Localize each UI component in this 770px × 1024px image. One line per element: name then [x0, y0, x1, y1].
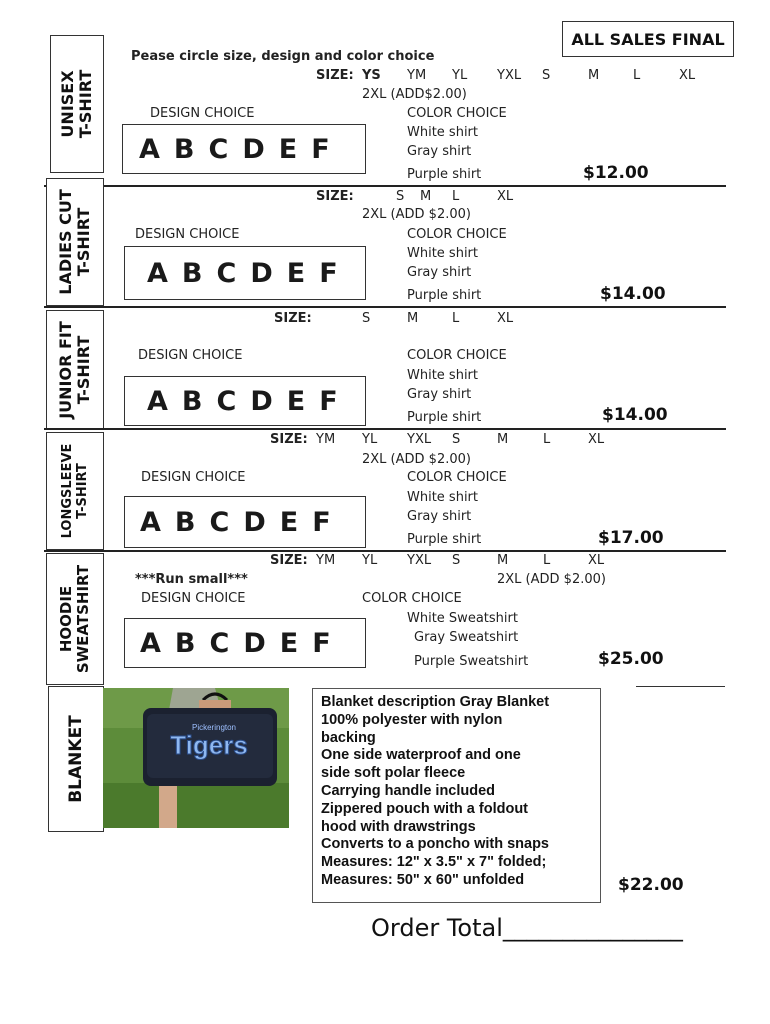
unisex-color-option[interactable]: Gray shirt	[407, 144, 472, 159]
unisex-size-option[interactable]: S	[542, 68, 551, 83]
section-label-unisex	[50, 35, 104, 173]
design-option[interactable]: B	[181, 385, 203, 417]
longsleeve-design-label: DESIGN CHOICE	[141, 470, 246, 485]
ladies-design-label: DESIGN CHOICE	[135, 227, 240, 242]
blanket-description-line: 100% polyester with nylon	[321, 711, 503, 728]
longsleeve-size-option[interactable]: YL	[362, 432, 378, 447]
design-option[interactable]: C	[216, 257, 237, 289]
ladies-design-box	[124, 246, 366, 300]
section-divider	[636, 686, 725, 687]
longsleeve-design-box	[124, 496, 366, 548]
unisex-size-option[interactable]: YM	[407, 68, 427, 83]
blanket-description-line: Measures: 12" x 3.5" x 7" folded;	[321, 854, 547, 871]
unisex-design-box	[122, 124, 366, 174]
design-option[interactable]: D	[250, 385, 273, 417]
junior-size-label: SIZE:	[274, 311, 312, 326]
design-option[interactable]: C	[208, 133, 229, 165]
design-option[interactable]: D	[243, 506, 266, 538]
hoodie-size-label: SIZE:	[270, 553, 308, 568]
blanket-description-line: Measures: 50" x 60" unfolded	[321, 871, 525, 888]
design-option[interactable]: E	[278, 133, 298, 165]
section-label-hoodie	[46, 553, 104, 685]
design-option[interactable]: B	[174, 506, 196, 538]
unisex-size-option[interactable]: YXL	[497, 68, 522, 83]
section-divider	[44, 185, 726, 187]
longsleeve-color-option[interactable]: Gray shirt	[407, 509, 472, 524]
unisex-design-label: DESIGN CHOICE	[150, 106, 255, 121]
blanket-label: BLANKET	[66, 715, 86, 803]
hoodie-run-small-note: ***Run small***	[135, 572, 248, 587]
ladies-color-option[interactable]: White shirt	[407, 246, 478, 261]
design-option[interactable]: A	[147, 257, 168, 289]
section-divider	[44, 428, 726, 430]
unisex-price: $12.00	[583, 163, 649, 183]
unisex-size-option[interactable]: M	[588, 68, 600, 83]
design-option[interactable]: F	[312, 506, 331, 538]
unisex-size-option[interactable]: YL	[452, 68, 468, 83]
junior-label-line1: JUNIOR FIT	[56, 321, 75, 419]
unisex-label-line2: T-SHIRT	[76, 69, 95, 139]
blanket-price: $22.00	[618, 875, 684, 895]
junior-color-label: COLOR CHOICE	[407, 348, 507, 363]
design-option[interactable]: D	[250, 257, 273, 289]
ladies-size-label: SIZE:	[316, 189, 354, 204]
design-option[interactable]: B	[181, 257, 203, 289]
section-label-junior	[46, 310, 104, 430]
ladies-label-line1: LADIES CUT	[56, 189, 75, 295]
blanket-description-line: hood with drawstrings	[321, 818, 476, 835]
design-option[interactable]: D	[242, 133, 265, 165]
design-option[interactable]: C	[216, 385, 237, 417]
ladies-price: $14.00	[600, 284, 666, 304]
hoodie-label-line1: HOODIE	[57, 585, 75, 653]
blanket-description-line: backing	[321, 729, 376, 746]
blanket-description-line: Zippered pouch with a foldout	[321, 800, 529, 817]
blanket-photo	[103, 688, 289, 828]
hoodie-size-option[interactable]: M	[497, 553, 509, 568]
hoodie-size-option[interactable]: XL	[588, 553, 605, 568]
junior-price: $14.00	[602, 405, 668, 425]
junior-size-option[interactable]: M	[407, 311, 419, 326]
design-option[interactable]: A	[140, 627, 161, 659]
unisex-color-option[interactable]: White shirt	[407, 125, 478, 140]
all-sales-final-text: ALL SALES FINAL	[571, 29, 725, 49]
blanket-description-line: Converts to a poncho with snaps	[321, 836, 549, 853]
longsleeve-price: $17.00	[598, 528, 664, 548]
longsleeve-label-line2: T-SHIRT	[75, 463, 90, 519]
hoodie-size-option[interactable]: YM	[316, 553, 336, 568]
blanket-photo-small-text: Pickerington	[191, 723, 237, 732]
longsleeve-color-label: COLOR CHOICE	[407, 470, 507, 485]
junior-color-option[interactable]: Gray shirt	[407, 387, 472, 402]
ladies-size-option[interactable]: XL	[497, 189, 514, 204]
order-total-field[interactable]: Order Total_______________	[371, 914, 683, 942]
junior-label-line2: T-SHIRT	[74, 335, 93, 405]
unisex-size-option[interactable]: XL	[679, 68, 696, 83]
unisex-size-label: SIZE:	[316, 68, 354, 83]
junior-size-option[interactable]: S	[362, 311, 371, 326]
design-option[interactable]: B	[173, 133, 195, 165]
hoodie-price: $25.00	[598, 649, 664, 669]
design-option[interactable]: B	[174, 627, 196, 659]
junior-size-option[interactable]: XL	[497, 311, 514, 326]
design-option[interactable]: F	[312, 627, 331, 659]
longsleeve-size-option[interactable]: L	[543, 432, 551, 447]
blanket-photo-text: Tigers	[170, 730, 248, 760]
ladies-size-option[interactable]: L	[452, 189, 460, 204]
hoodie-size-option[interactable]: YXL	[407, 553, 432, 568]
longsleeve-color-option[interactable]: Purple shirt	[407, 532, 482, 547]
longsleeve-color-option[interactable]: White shirt	[407, 490, 478, 505]
unisex-size-option[interactable]: L	[633, 68, 641, 83]
unisex-size-option[interactable]: YS	[362, 68, 381, 83]
blanket-description-line: side soft polar fleece	[321, 765, 466, 782]
design-option[interactable]: E	[279, 506, 299, 538]
hoodie-size-option[interactable]: S	[452, 553, 461, 568]
ladies-color-label: COLOR CHOICE	[407, 227, 507, 242]
hoodie-size-option[interactable]: YL	[362, 553, 378, 568]
design-option[interactable]: C	[209, 506, 230, 538]
longsleeve-size-option[interactable]: M	[497, 432, 509, 447]
ladies-size-extra[interactable]: 2XL (ADD $2.00)	[362, 207, 471, 222]
section-label-longsleeve	[46, 432, 104, 550]
unisex-color-option[interactable]: Purple shirt	[407, 167, 482, 182]
blanket-description-line: Blanket description Gray Blanket	[321, 694, 550, 710]
ladies-color-option[interactable]: Purple shirt	[407, 288, 482, 303]
design-option[interactable]: A	[140, 506, 161, 538]
junior-size-option[interactable]: L	[452, 311, 460, 326]
blanket-description	[312, 688, 601, 903]
hoodie-size-option[interactable]: L	[543, 553, 551, 568]
design-option[interactable]: F	[311, 133, 330, 165]
longsleeve-label-line1: LONGSLEEVE	[60, 443, 75, 539]
design-option[interactable]: D	[243, 627, 266, 659]
hoodie-design-label: DESIGN CHOICE	[141, 591, 246, 606]
section-label-ladies	[46, 178, 104, 306]
hoodie-design-box	[124, 618, 366, 668]
all-sales-final-badge	[562, 21, 734, 57]
ladies-color-option[interactable]: Gray shirt	[407, 265, 472, 280]
junior-design-label: DESIGN CHOICE	[138, 348, 243, 363]
design-option[interactable]: A	[147, 385, 168, 417]
longsleeve-size-option[interactable]: S	[452, 432, 461, 447]
blanket-photo-graphic	[103, 688, 289, 828]
hoodie-color-label: COLOR CHOICE	[362, 591, 462, 606]
junior-color-option[interactable]: Purple shirt	[407, 410, 482, 425]
hoodie-size-extra[interactable]: 2XL (ADD $2.00)	[497, 572, 606, 587]
hoodie-color-option[interactable]: White Sweatshirt	[407, 611, 518, 626]
blanket-description-line: Carrying handle included	[321, 782, 496, 799]
ladies-size-option[interactable]: M	[420, 189, 432, 204]
unisex-label-line1: UNISEX	[58, 70, 77, 138]
junior-design-box	[124, 376, 366, 426]
longsleeve-size-option[interactable]: YXL	[407, 432, 432, 447]
design-option[interactable]: F	[319, 385, 338, 417]
longsleeve-size-option[interactable]: YM	[316, 432, 336, 447]
design-option[interactable]: E	[286, 257, 306, 289]
section-label-blanket	[48, 686, 104, 832]
hoodie-color-option[interactable]: Gray Sweatshirt	[414, 630, 519, 645]
ladies-label-line2: T-SHIRT	[74, 207, 93, 277]
hoodie-color-option[interactable]: Purple Sweatshirt	[414, 654, 529, 669]
design-option[interactable]: F	[319, 257, 338, 289]
longsleeve-size-extra[interactable]: 2XL (ADD $2.00)	[362, 452, 471, 467]
section-divider	[44, 550, 726, 552]
unisex-size-extra[interactable]: 2XL (ADD$2.00)	[362, 87, 467, 102]
ladies-size-option[interactable]: S	[396, 189, 405, 204]
design-option[interactable]: C	[209, 627, 230, 659]
junior-color-option[interactable]: White shirt	[407, 368, 478, 383]
longsleeve-size-option[interactable]: XL	[588, 432, 605, 447]
longsleeve-size-label: SIZE:	[270, 432, 308, 447]
hoodie-label-line2: SWEATSHIRT	[74, 564, 92, 674]
section-divider	[44, 306, 726, 308]
design-option[interactable]: E	[279, 627, 299, 659]
design-option[interactable]: E	[286, 385, 306, 417]
instructions: Pease circle size, design and color choice	[131, 49, 435, 64]
unisex-color-label: COLOR CHOICE	[407, 106, 507, 121]
blanket-description-line: One side waterproof and one	[321, 747, 521, 764]
design-option[interactable]: A	[139, 133, 160, 165]
